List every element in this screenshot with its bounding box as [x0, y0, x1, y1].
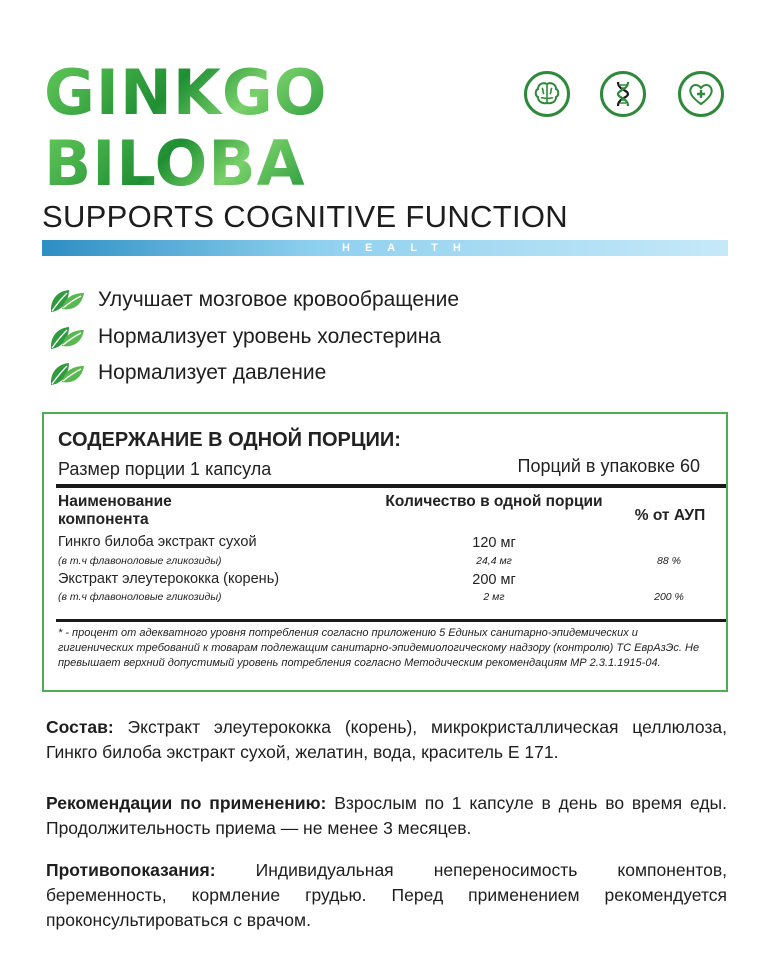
dna-icon — [600, 71, 646, 117]
ingredient-sub-name: (в т.ч флавоноловые гликозиды) — [58, 591, 222, 603]
ingredient-sub-quantity: 24,4 мг — [476, 555, 512, 567]
composition-label: Состав: — [46, 717, 114, 737]
facts-divider — [56, 619, 726, 622]
health-band-text: HEALTH — [342, 242, 476, 254]
facts-divider — [56, 484, 726, 488]
usage-label: Рекомендации по применению: — [46, 793, 327, 813]
leaf-icon — [48, 285, 86, 315]
ingredient-quantity: 200 мг — [472, 572, 516, 588]
product-subtitle: SUPPORTS COGNITIVE FUNCTION — [42, 199, 568, 234]
header-quantity: Количество в одной порции — [385, 493, 603, 510]
benefit-item — [48, 356, 326, 390]
brain-icon — [524, 71, 570, 117]
ingredient-name: Экстракт элеутерококка (корень) — [58, 571, 280, 587]
composition-paragraph — [46, 715, 727, 765]
serving-size: Размер порции 1 капсула — [58, 459, 272, 479]
ingredient-sub-name: (в т.ч флавоноловые гликозиды) — [58, 555, 222, 567]
ingredient-quantity: 120 мг — [472, 535, 516, 551]
usage-text: Взрослым по 1 капсуле в день во время еды. Продолжительность приема — не менее 3 месяцев. — [46, 793, 727, 838]
header-component-name: Наименование компонента — [58, 493, 172, 528]
ingredient-daily-value: 88 % — [657, 555, 681, 567]
heart-plus-icon — [678, 71, 724, 117]
contraindications-paragraph — [46, 858, 727, 933]
product-title-line1: GINKGO — [44, 56, 328, 129]
supplement-facts-box — [42, 412, 728, 692]
facts-title: СОДЕРЖАНИЕ В ОДНОЙ ПОРЦИИ: — [58, 429, 401, 451]
leaf-icon — [48, 358, 86, 388]
benefit-text: Улучшает мозговое кровообращение — [98, 288, 460, 311]
benefit-text: Нормализует уровень холестерина — [98, 325, 441, 348]
contraindications-label: Противопоказания: — [46, 860, 216, 880]
header-daily-value: % от АУП — [634, 507, 706, 524]
benefit-item — [48, 320, 441, 354]
product-title-line2: BILOBA — [44, 127, 306, 200]
contraindications-text: Индивидуальная непереносимость компонентов, беременность, кормление грудью. Перед применением рекомендуется проконсультироваться с врачом. — [46, 860, 727, 930]
composition-text: Экстракт элеутерококка (корень), микрокристаллическая целлюлоза, Гинкго билоба экстракт сухой, желатин, вода, краситель Е 171. — [46, 717, 727, 762]
leaf-icon — [48, 322, 86, 352]
facts-footnote: * - процент от адекватного уровня потребления согласно приложению 5 Единых санитарно-эпидемических и гигиенических требований к товарам подлежащим санитарно-эпидемиологическому надзору (контролю) ТС ЕврАзЭс. Не превышает верхний допустимый уровень потребления согласно Методическим рекомендациям МР 2.3.1.1915-04. — [58, 627, 700, 669]
benefit-text: Нормализует давление — [98, 361, 327, 384]
ingredient-sub-quantity: 2 мг — [483, 591, 505, 603]
ingredient-daily-value: 200 % — [654, 591, 684, 603]
benefit-item — [48, 283, 459, 317]
usage-paragraph — [46, 791, 727, 841]
health-band — [42, 240, 728, 256]
servings-per-pack: Порций в упаковке 60 — [517, 456, 700, 476]
ingredient-name: Гинкго билоба экстракт сухой — [58, 534, 257, 550]
